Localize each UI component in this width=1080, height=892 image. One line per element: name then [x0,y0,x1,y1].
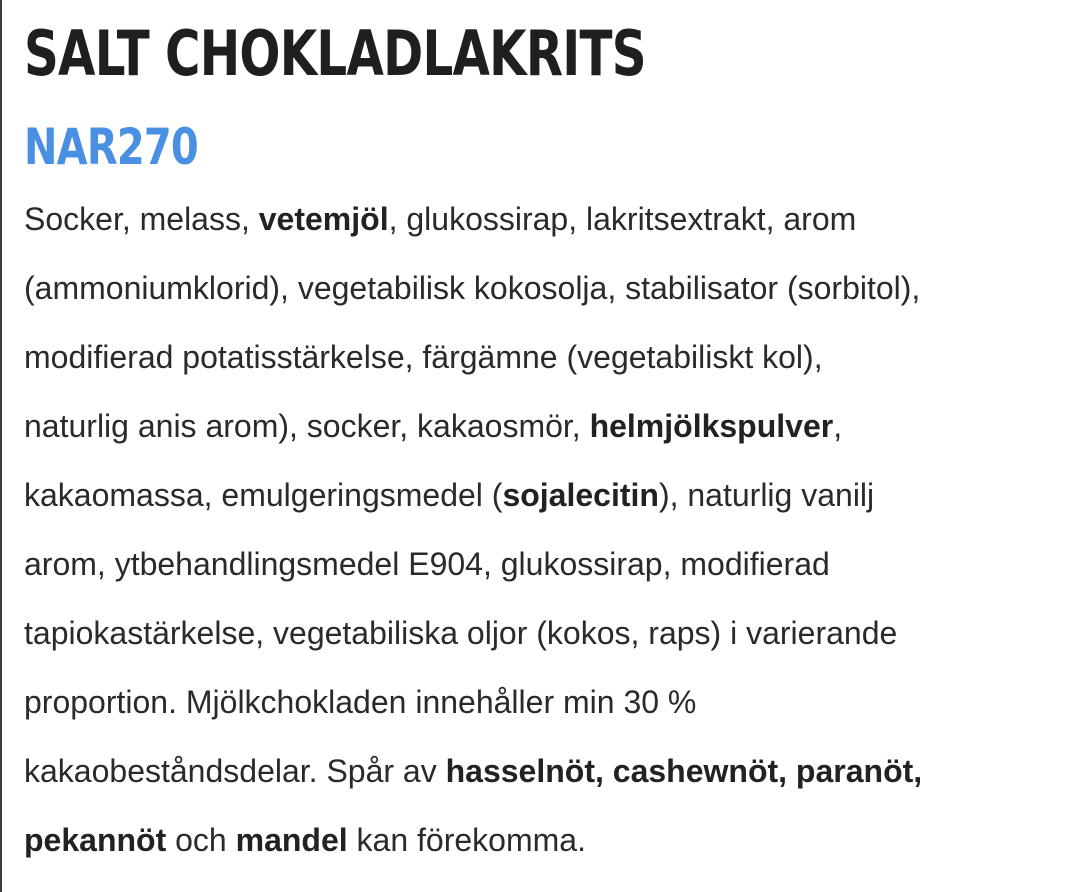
ingredient-text: , [833,408,843,444]
ingredient-text: kakaomassa, emulgeringsmedel ( [24,477,503,513]
ingredient-text: (ammoniumklorid), vegetabilisk kokosolja, stabilisator (sorbitol), [24,270,921,306]
product-code: NAR270 [24,118,198,176]
ingredient-line [24,185,1064,254]
allergen-text: vetemjöl [258,201,389,237]
ingredient-text: naturlig anis arom), socker, kakaosmör, [24,408,590,444]
allergen-text: hasselnöt, cashewnöt, paranöt, [445,753,923,789]
ingredient-text: arom, ytbehandlingsmedel E904, glukossirap, modifierad [24,546,830,582]
allergen-text: pekannöt [24,822,167,858]
ingredient-line [24,599,1064,668]
allergen-text: mandel [235,822,348,858]
product-title: SALT CHOKLADLAKRITS [24,17,646,90]
ingredient-line [24,461,1064,530]
ingredient-text: kakaobeståndsdelar. Spår av [24,753,446,789]
ingredient-text: modifierad potatisstärkelse, färgämne (vegetabiliskt kol), [24,339,823,375]
ingredient-text: kan förekomma. [347,822,586,858]
ingredient-line [24,737,1064,806]
ingredient-text: och [166,822,236,858]
ingredient-text: Socker, melass, [24,201,259,237]
ingredient-text: ), naturlig vanilj [658,477,875,513]
ingredient-line [24,668,1064,737]
allergen-text: sojalecitin [502,477,659,513]
ingredient-text: proportion. Mjölkchokladen innehåller min 30 % [24,684,697,720]
ingredient-text: , glukossirap, lakritsextrakt, arom [388,201,857,237]
ingredients-text [24,185,1064,875]
ingredient-line [24,254,1064,323]
ingredient-line [24,323,1064,392]
ingredient-line [24,806,1064,875]
ingredient-line [24,530,1064,599]
ingredient-text: tapiokastärkelse, vegetabiliska oljor (kokos, raps) i varierande [24,615,898,651]
allergen-text: helmjölkspulver [589,408,834,444]
ingredient-line [24,392,1064,461]
